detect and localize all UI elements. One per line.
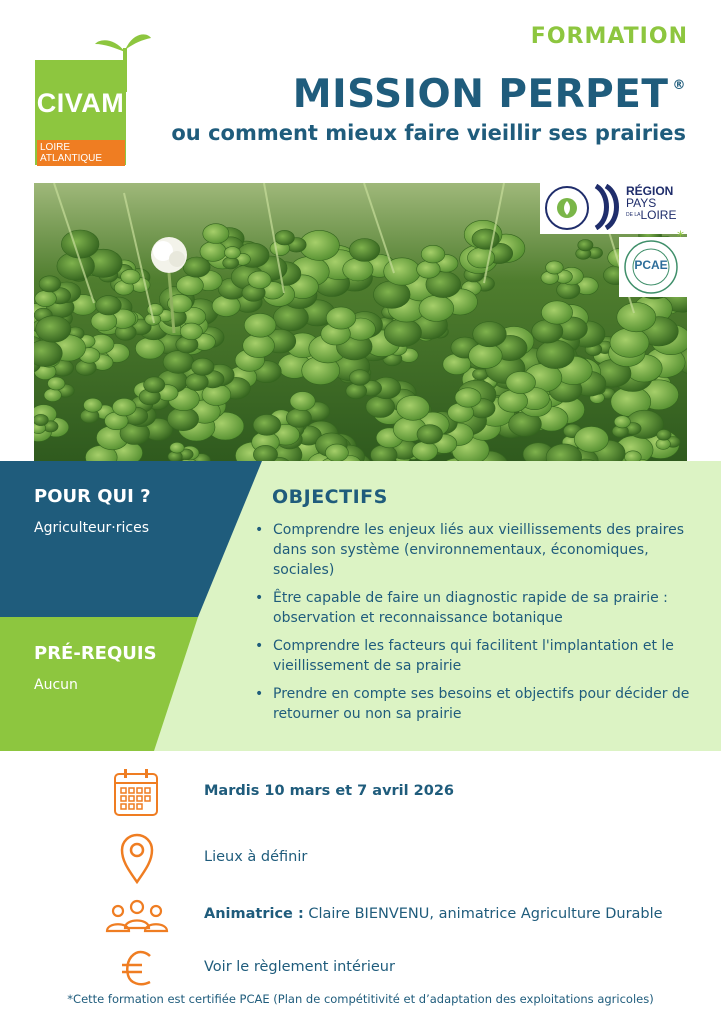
animatrice-label: Animatrice :: [204, 906, 304, 922]
objectif-item: • Être capable de faire un diagnostic rapide de sa prairie : observation et reconnaissance botanique: [255, 588, 695, 628]
logo-subtitle: [37, 140, 125, 166]
region-arcs-icon: [592, 184, 622, 230]
lieu-text: Lieux à définir: [204, 849, 308, 865]
page-subtitle: ou comment mieux faire vieillir ses prairies: [171, 121, 686, 145]
region-name: [626, 185, 676, 221]
clover-flower: [151, 237, 187, 273]
calendar-icon: [112, 768, 160, 818]
page-title: [293, 72, 686, 117]
tarif-text: Voir le règlement intérieur: [204, 959, 395, 975]
group-people-icon: [104, 898, 170, 934]
region-line2: PAYS: [626, 196, 657, 210]
prerequis-text: Aucun: [34, 677, 78, 693]
pcae-asterisk: *: [677, 229, 684, 245]
objectif-item: • Comprendre les enjeux liés aux vieillissements des praires dans son système (environnementaux, économiques, sociales): [255, 520, 695, 580]
pour-qui-text: Agriculteur·rices: [34, 520, 150, 536]
animatrice-text: [204, 906, 663, 922]
prerequis-title: PRÉ-REQUIS: [34, 643, 157, 664]
logo-sub-line1: LOIRE: [40, 142, 71, 153]
region-line1: RÉGION: [626, 184, 674, 198]
objectifs-title: OBJECTIFS: [272, 486, 388, 508]
region-line4: LOIRE: [640, 208, 677, 222]
category-label: FORMATION: [530, 24, 688, 49]
region-badge: [540, 181, 687, 234]
registered-mark: ®: [672, 78, 686, 93]
pcae-badge: [619, 229, 687, 297]
civam-logo: [35, 30, 155, 165]
pour-qui-title: POUR QUI ?: [34, 486, 151, 507]
footnote: *Cette formation est certifiée PCAE (Plan de compétitivité et d’adaptation des exploitations agricoles): [67, 992, 654, 1006]
title-text: MISSION PERPET: [292, 72, 669, 117]
objectif-item: • Prendre en compte ses besoins et objectifs pour décider de retourner ou non sa prairie: [255, 684, 695, 724]
objectif-item: • Comprendre les facteurs qui facilitent l'implantation et le vieillissement de sa prairie: [255, 636, 695, 676]
objectifs-list: [255, 520, 695, 732]
logo-name: CIVAM: [36, 88, 125, 118]
euro-icon: [120, 950, 154, 988]
date-text: Mardis 10 mars et 7 avril 2026: [204, 783, 455, 799]
logo-sub-line2: ATLANTIQUE: [40, 153, 103, 164]
region-line3: DE LA: [626, 211, 641, 218]
pcae-label: PCAE: [634, 258, 668, 272]
animatrice-value: Claire BIENVENU, animatrice Agriculture Durable: [303, 906, 663, 922]
location-pin-icon: [119, 832, 155, 884]
